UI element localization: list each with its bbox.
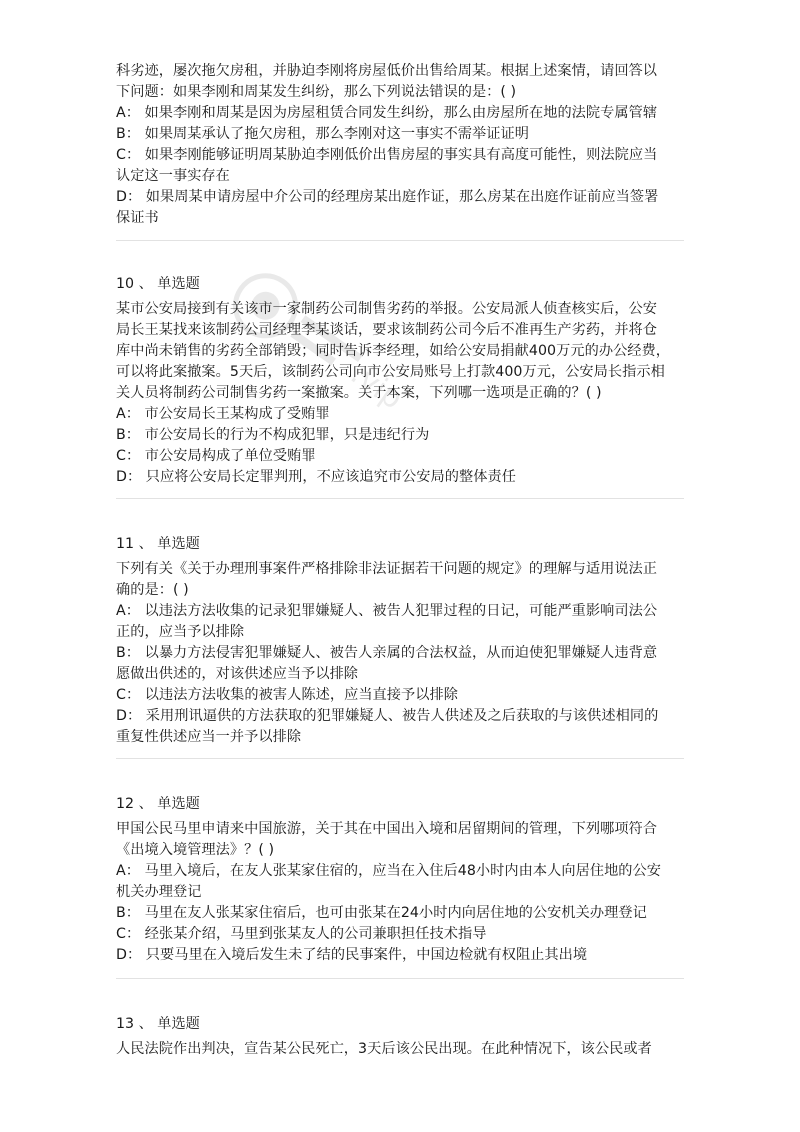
q12-option-c: C： 经张某介绍，马里到张某友人的公司兼职担任技术指导 [116,926,487,942]
q11-option-b: B： 以暴力方法侵害犯罪嫌疑人、被告人亲属的合法权益，从而迫使犯罪嫌疑人违背意 [116,645,658,661]
q11-option-a-cont: 正的，应当予以排除 [116,624,245,640]
q10-heading: 10 、 单选题 [116,276,200,292]
q11-option-b-cont: 愿做出供述的，对该供述应当予以排除 [116,666,359,682]
q11-option-a: A： 以违法方法收集的记录犯罪嫌疑人、被告人犯罪过程的日记，可能严重影响司法公 [116,603,658,619]
q11-option-c: C： 以违法方法收集的被害人陈述，应当直接予以排除 [116,687,458,703]
q12-heading: 12 、 单选题 [116,796,200,812]
q11-stem-line: 下列有关《关于办理刑事案件严格排除非法证据若干问题的规定》的理解与适用说法正 [116,561,658,577]
q10-stem-line: 局长王某找来该制药公司经理李某谈话，要求该制药公司今后不准再生产劣药，并将仓 [116,322,658,338]
q9-option-a: A： 如果李刚和周某是因为房屋租赁合同发生纠纷，那么由房屋所在地的法院专属管辖 [116,105,658,121]
section-divider [116,240,684,241]
section-divider [116,758,684,759]
q10-option-d: D： 只应将公安局长定罪判刑，不应该追究市公安局的整体责任 [116,469,516,485]
q11-option-d-cont: 重复性供述应当一并予以排除 [116,729,302,745]
q12-stem-line: 《出境入境管理法》？( ) [116,842,275,858]
section-divider [116,498,684,499]
q12-option-a-cont: 机关办理登记 [116,884,202,900]
q9-option-b: B： 如果周某承认了拖欠房租，那么李刚对这一事实不需举证证明 [116,126,529,142]
q12-option-b: B： 马里在友人张某家住宿后，也可由张某在24小时内向居住地的公安机关办理登记 [116,905,647,921]
section-divider [116,978,684,979]
q12-stem-line: 甲国公民马里申请来中国旅游，关于其在中国出入境和居留期间的管理，下列哪项符合 [116,821,658,837]
question-12 [116,794,686,966]
q9-stem-line: 下问题：如果李刚和周某发生纠纷，那么下列说法错误的是：( ) [116,84,517,100]
q13-stem-line: 人民法院作出判决，宣告某公民死亡，3天后该公民出现。在此种情况下，该公民或者 [116,1041,652,1057]
q9-stem-line: 科劣迹，屡次拖欠房租，并胁迫李刚将房屋低价出售给周某。根据上述案情，请回答以 [116,63,658,79]
q9-option-c-cont: 认定这一事实存在 [116,168,230,184]
q10-option-a: A： 市公安局长王某构成了受贿罪 [116,406,330,422]
q9-option-d: D： 如果周某申请房屋中介公司的经理房某出庭作证，那么房某在出庭作证前应当签署 [116,189,659,205]
q10-stem-line: 可以将此案撤案。5天后，该制药公司向市公安局账号上打款400万元，公安局长指示相 [116,364,665,380]
q9-option-c: C： 如果李刚能够证明周某胁迫李刚低价出售房屋的事实具有高度可能性，则法院应当 [116,147,658,163]
q10-stem-line: 关人员将制药公司制售劣药一案撤案。关于本案，下列哪一选项是正确的？( ) [116,385,602,401]
question-10 [116,274,686,488]
q11-option-d: D： 采用刑讯逼供的方法获取的犯罪嫌疑人、被告人供述及之后获取的与该供述相同的 [116,708,659,724]
q10-option-c: C： 市公安局构成了单位受贿罪 [116,448,316,464]
q11-heading: 11 、 单选题 [116,536,200,552]
question-13 [116,1014,686,1060]
q12-option-a: A： 马里入境后，在友人张某家住宿的，应当在入住后48小时内由本人向居住地的公安 [116,863,662,879]
q11-stem-line: 确的是：( ) [116,582,189,598]
q10-option-b: B： 市公安局长的行为不构成犯罪，只是违纪行为 [116,427,430,443]
q12-option-d: D： 只要马里在入境后发生未了结的民事案件，中国边检就有权阻止其出境 [116,947,588,963]
question-11 [116,534,686,748]
q9-option-d-cont: 保证书 [116,210,159,226]
q13-heading: 13 、 单选题 [116,1016,200,1032]
watermark-text: .vip [344,356,410,417]
question-9 [116,61,686,229]
q10-stem-line: 某市公安局接到有关该市一家制药公司制售劣药的举报。公安局派人侦查核实后，公安 [116,301,658,317]
q10-stem-line: 库中尚未销售的劣药全部销毁；同时告诉李经理，如给公安局捐献400万元的办公经费， [116,343,671,359]
